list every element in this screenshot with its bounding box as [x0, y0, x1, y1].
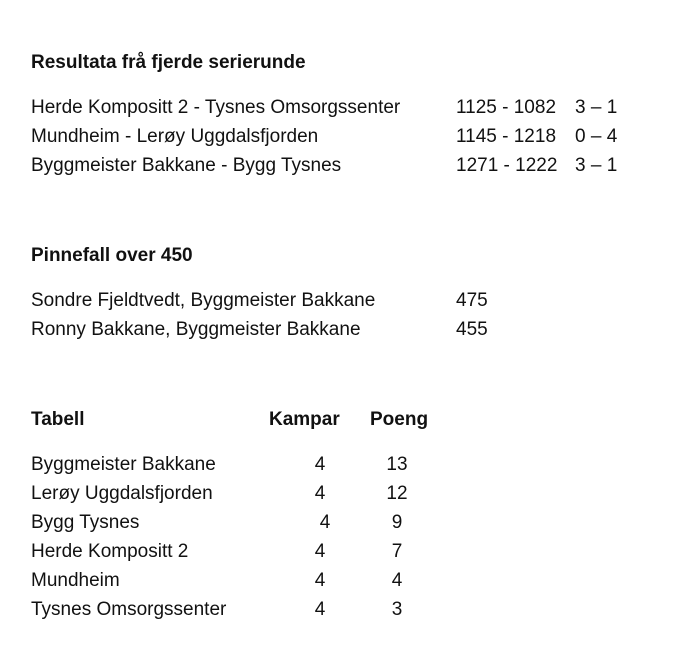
team-points: 12 [386, 483, 408, 504]
team-points: 7 [391, 541, 403, 562]
team-matches: 4 [314, 599, 326, 620]
team-matches: 4 [314, 570, 326, 591]
team-name: Mundheim [31, 570, 120, 591]
team-points: 3 [391, 599, 403, 620]
standings-heading: Tabell [31, 409, 85, 430]
team-matches: 4 [314, 483, 326, 504]
team-matches: 4 [319, 512, 331, 533]
team-name: Herde Kompositt 2 [31, 541, 189, 562]
team-name: Tysnes Omsorgssenter [31, 599, 227, 620]
match-score: 3 – 1 [575, 97, 618, 118]
match-teams: Herde Kompositt 2 - Tysnes Omsorgssenter [31, 97, 401, 118]
match-pins: 1125 - 1082 [456, 97, 557, 118]
team-name: Bygg Tysnes [31, 512, 140, 533]
column-header-points: Poeng [370, 409, 429, 430]
team-matches: 4 [314, 541, 326, 562]
match-score: 0 – 4 [575, 126, 618, 147]
match-score: 3 – 1 [575, 155, 618, 176]
match-pins: 1271 - 1222 [456, 155, 558, 176]
player-pins: 455 [456, 319, 488, 340]
player-name: Sondre Fjeldtvedt, Byggmeister Bakkane [31, 290, 376, 311]
team-matches: 4 [314, 454, 326, 475]
match-teams: Mundheim - Lerøy Uggdalsfjorden [31, 126, 319, 147]
team-points: 9 [391, 512, 403, 533]
match-pins: 1145 - 1218 [456, 126, 557, 147]
round-results-heading: Resultata frå fjerde serierunde [31, 52, 306, 73]
player-name: Ronny Bakkane, Byggmeister Bakkane [31, 319, 361, 340]
team-points: 13 [386, 454, 408, 475]
player-pins: 475 [456, 290, 488, 311]
match-teams: Byggmeister Bakkane - Bygg Tysnes [31, 155, 342, 176]
column-header-matches: Kampar [269, 409, 340, 430]
team-name: Lerøy Uggdalsfjorden [31, 483, 213, 504]
team-points: 4 [391, 570, 403, 591]
team-name: Byggmeister Bakkane [31, 454, 216, 475]
high-pinfall-heading: Pinnefall over 450 [31, 245, 193, 266]
